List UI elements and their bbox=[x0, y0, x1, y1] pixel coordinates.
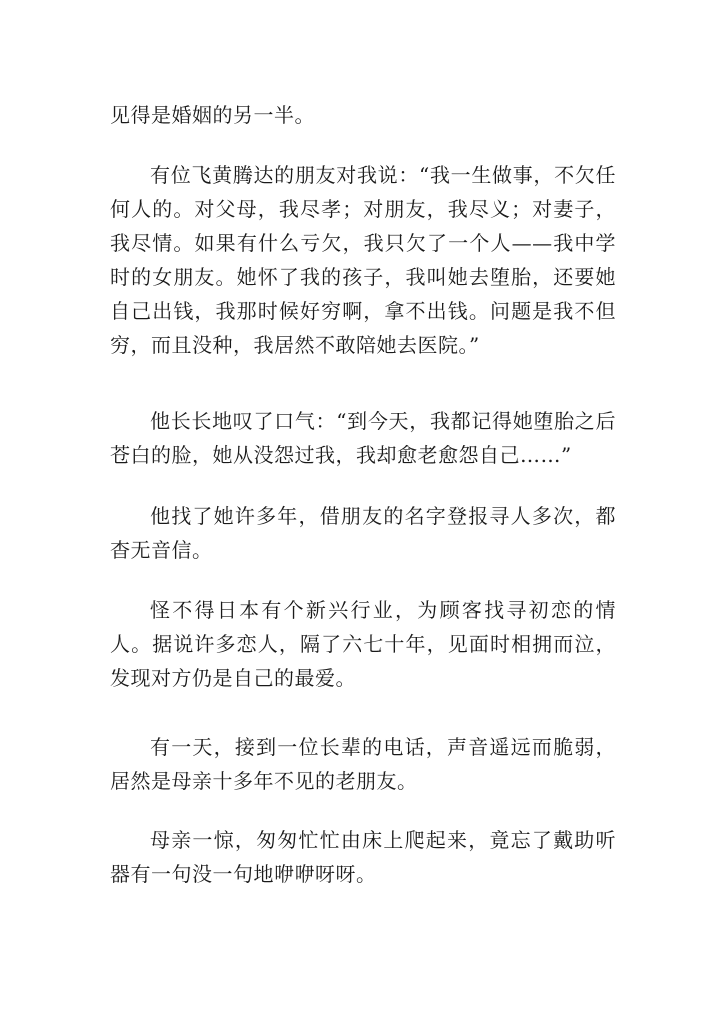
paragraph-sigh: 他长长地叹了口气：“到今天，我都记得她堕胎之后苍白的脸，她从没怨过我，我却愈老愈怨自己……” bbox=[110, 409, 616, 467]
paragraph-friend-confession: 有位飞黄腾达的朋友对我说：“我一生做事，不欠任何人的。对父母，我尽孝；对朋友，我尽义；对妻子，我尽情。如果有什么亏欠，我只欠了一个人——我中学时的女朋友。她怀了我的孩子，我叫她去堕胎，还要她自己出钱，我那时候好穷啊，拿不出钱。问题是我不但穷，而且没种，我居然不敢陪她去医院。” bbox=[110, 163, 616, 357]
paragraph-search: 他找了她许多年，借朋友的名字登报寻人多次，都杳无音信。 bbox=[110, 504, 616, 562]
paragraph-mother: 母亲一惊，匆匆忙忙由床上爬起来，竟忘了戴助听器有一句没一句地咿咿呀呀。 bbox=[110, 828, 616, 886]
paragraph-phone-call: 有一天，接到一位长辈的电话，声音遥远而脆弱，居然是母亲十多年不见的老朋友。 bbox=[110, 735, 616, 793]
paragraph-japan-industry: 怪不得日本有个新兴行业，为顾客找寻初恋的情人。据说许多恋人，隔了六七十年，见面时相拥而泣，发现对方仍是自己的最爱。 bbox=[110, 598, 616, 690]
paragraph-continuation: 见得是婚姻的另一半。 bbox=[110, 103, 315, 127]
